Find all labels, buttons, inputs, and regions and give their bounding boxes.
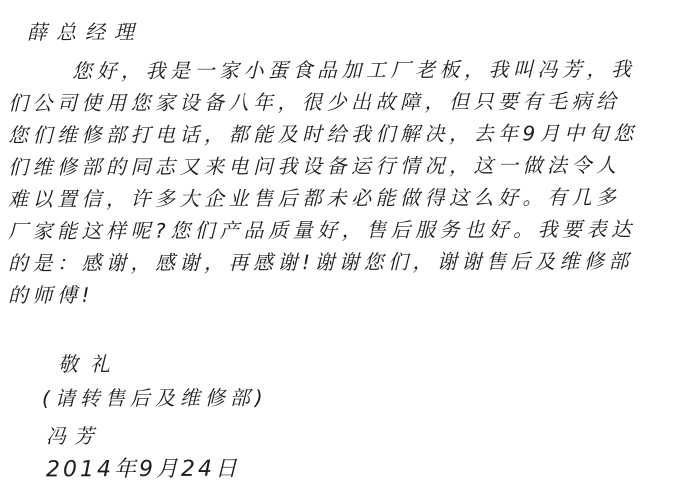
body-line-7: 的是：感谢，感谢，再感谢!谢谢您们，谢谢售后及维修部: [7, 248, 634, 276]
body-line-5: 难以置信，许多大企业售后都未必能做得这么好。有几多: [7, 185, 621, 212]
body-line-8: 的师傅!: [7, 282, 95, 308]
salutation: 薛总经理: [26, 19, 144, 45]
forward-note: (请转售后及维修部): [41, 385, 268, 411]
body-line-2: 们公司使用您家设备八年，很少出故障，但只要有毛病给: [7, 89, 621, 116]
body-line-3: 您们维修部打电话，都能及时给我们解决，去年9月中旬您: [7, 120, 638, 148]
body-line-6: 厂家能这样呢?您们产品质量好，售后服务也好。我要表达: [7, 216, 636, 244]
signature: 冯芳: [45, 423, 103, 449]
closing-salute: 敬礼: [57, 351, 123, 377]
body-line-1: 您好，我是一家小蛋食品加工厂老板，我叫冯芳，我: [71, 56, 636, 83]
date-line: 2014年9月24日: [45, 456, 241, 483]
letter-body: [8, 54, 684, 310]
body-line-4: 们维修部的同志又来电问我设备运行情况，这一做法令人: [7, 153, 621, 180]
